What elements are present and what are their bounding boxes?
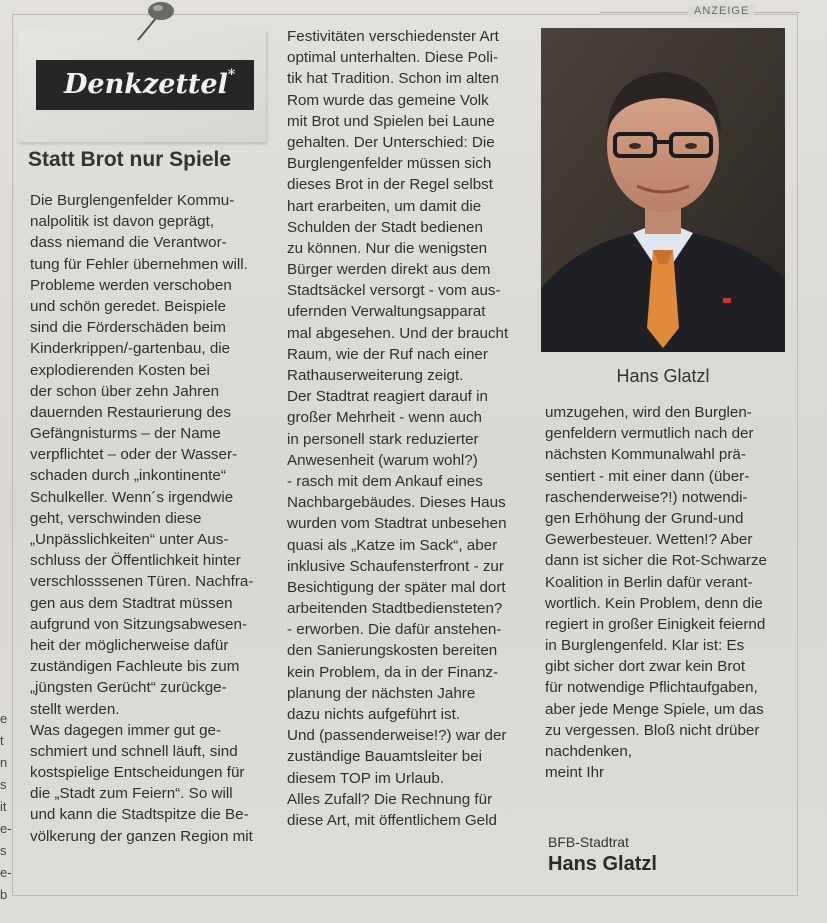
article-column-2 xyxy=(287,26,508,831)
article-text-line: nachdenken, xyxy=(545,743,632,760)
fragment-letter: e- xyxy=(0,865,12,880)
article-text-line: zuständige Bauamtsleiter bei xyxy=(287,748,483,766)
article-text-line: quasi als „Katze im Sack“, aber xyxy=(287,536,498,554)
fragment-letter: s xyxy=(0,777,7,792)
article-text-line: regiert in großer Einigkeit feiernd xyxy=(545,615,766,633)
author-role: BFB-Stadtrat xyxy=(548,834,629,850)
portrait-caption: Hans Glatzl xyxy=(616,366,710,386)
article-text-line: dazu nichts aufgeführt ist. xyxy=(287,706,461,723)
article-text-line: kostspielige Entscheidungen für xyxy=(30,764,245,782)
fragment-letter: t xyxy=(0,733,4,748)
article-text-line: verschlosssenen Türen. Nachfra- xyxy=(30,573,254,591)
article-text-line: zu können. Nur die wenigsten xyxy=(287,239,488,257)
article-text-line: Und (passenderweise!?) war der xyxy=(287,727,507,745)
article-text-line: nächsten Kommunalwahl prä- xyxy=(545,446,746,464)
portrait-illustration xyxy=(541,28,785,352)
article-text-line: gehalten. Der Unterschied: Die xyxy=(287,133,495,151)
article-text-line: in Burglengenfeld. Klar ist: Es xyxy=(545,637,745,655)
article-text-line: „jüngsten Gerücht“ zurückge- xyxy=(30,679,227,697)
article-text-line: Bürger werden direkt aus dem xyxy=(287,261,491,279)
article-text-line: in personell stark reduzierter xyxy=(287,430,479,448)
article-text-line: kein Problem, da in der Finanz- xyxy=(287,663,499,681)
fragment-letter: e xyxy=(0,711,8,726)
article-text-line: raschenderweise?!) notwendi- xyxy=(545,488,748,506)
article-text-line: gen Erhöhung der Grund-und xyxy=(545,509,744,527)
article-text-line: wortlich. Kein Problem, denn die xyxy=(545,594,763,612)
article-text-line: nalpolitik ist davon geprägt, xyxy=(30,213,215,231)
article-text-line: umzugehen, wird den Burglen- xyxy=(545,404,752,421)
fragment-letter: e- xyxy=(0,821,12,836)
article-text-line: tung für Fehler übernehmen will. xyxy=(30,255,248,273)
article-text-line: großer Mehrheit - wenn auch xyxy=(287,409,482,427)
article-text-line: Festivitäten verschiedenster Art xyxy=(287,28,499,45)
article-text-line: den Sanierungskosten bereiten xyxy=(287,642,498,660)
article-text-line: mit Brot und Spielen bei Laune xyxy=(287,112,495,130)
article-text-line: Der Stadtrat reagiert darauf in xyxy=(287,388,488,406)
article-text-line: ufernden Verwaltungsapparat xyxy=(287,303,486,321)
article-text-line: verpflichtet – oder der Wasser- xyxy=(30,446,238,464)
article-text-line: sentiert - mit einer dann (über- xyxy=(545,467,750,485)
article-text-line: - rasch mit dem Ankauf eines xyxy=(287,472,483,490)
article-text-line: schmiert und schnell läuft, sind xyxy=(30,742,238,760)
article-text-line: für notwendige Pflichtaufgaben, xyxy=(545,679,758,697)
article-text-line: und schön geredet. Beispiele xyxy=(30,297,226,315)
article-text-line: zuständigen Fachleute bis zum xyxy=(30,658,240,676)
fragment-letter: it xyxy=(0,799,7,814)
article-text-line: Rom wurde das gemeine Volk xyxy=(287,91,489,109)
article-text-line: Schulkeller. Wenn´s irgendwie xyxy=(30,488,234,506)
article-text-line: Gefängnisturms – der Name xyxy=(30,425,221,443)
column-badge-mark: * xyxy=(227,67,236,83)
author-name: Hans Glatzl xyxy=(548,853,657,875)
fragment-letter: b xyxy=(0,887,8,902)
article-text-line: dass niemand die Verantwor- xyxy=(30,234,227,252)
article-text-line: Was dagegen immer gut ge- xyxy=(30,721,222,739)
article-text-line: Rathauserweiterung zeigt. xyxy=(287,367,464,384)
article-text-line: arbeitenden Stadtbediensteten? xyxy=(287,600,503,618)
article-text-line: gen aus dem Stadtrat müssen xyxy=(30,594,233,612)
article-text-line: „Unpässlichkeiten“ unter Aus- xyxy=(30,531,229,548)
article-text-line: dann ist sicher die Rot-Schwarze xyxy=(545,552,768,570)
article-text-line: schaden durch „inkontinente“ xyxy=(30,467,226,485)
article-text-line: inklusive Schaufensterfront - zur xyxy=(287,557,504,575)
article-text-line: diesem TOP im Urlaub. xyxy=(287,769,444,787)
article-text-line: Raum, wie der Ruf nach einer xyxy=(287,345,488,363)
article-text-line: genfeldern vermutlich nach der xyxy=(545,425,754,443)
article-text-line: Anwesenheit (warum wohl?) xyxy=(287,451,478,469)
article-text-line: dauernden Restaurierung des xyxy=(30,403,231,421)
article-text-line: explodierenden Kosten bei xyxy=(30,361,210,379)
article-text-line: schluss der Öffentlichkeit hinter xyxy=(30,552,241,570)
article-text-line: stellt werden. xyxy=(30,700,120,718)
article-text-line: Alles Zufall? Die Rechnung für xyxy=(287,790,493,808)
article-text-line: heit der möglicherweise dafür xyxy=(30,636,229,654)
neighbor-article-fragment xyxy=(0,708,12,906)
article-text-line: planung der nächsten Jahre xyxy=(287,684,476,702)
article-text-line: die „Stadt zum Feiern“. So will xyxy=(30,785,233,803)
article-text-line: meint Ihr xyxy=(545,764,605,782)
column-badge-title: Denkzettel xyxy=(64,69,228,100)
article-text-line: Burglengenfelder müssen sich xyxy=(287,155,492,173)
article-column-3 xyxy=(545,402,767,783)
article-text-line: mal abgesehen. Und der braucht xyxy=(287,324,509,342)
article-text-line: aufgrund von Sitzungsabwesen- xyxy=(30,615,247,633)
article-text-line: Die Burglengenfelder Kommu- xyxy=(30,192,235,209)
thumbtack-icon xyxy=(128,0,178,42)
fragment-letter: n xyxy=(0,755,8,770)
ad-label: ANZEIGE xyxy=(688,5,755,17)
article-text-line: Stadtsäckel versorgt - vom aus- xyxy=(287,282,501,300)
article-text-line: sind die Förderschäden beim xyxy=(30,319,226,337)
article-text-line: der schon über zehn Jahren xyxy=(30,382,220,400)
article-text-line: Schulden der Stadt bedienen xyxy=(287,218,483,236)
article-text-line: Besichtigung der später mal dort xyxy=(287,578,506,596)
article-text-line: optimal unterhalten. Diese Poli- xyxy=(287,49,499,67)
article-text-line: Kinderkrippen/-gartenbau, die xyxy=(30,340,231,358)
article-text-line: zu vergessen. Bloß nicht drüber xyxy=(545,721,760,739)
article-text-line: wurden vom Stadtrat unbesehen xyxy=(287,515,507,533)
article-text-line: Probleme werden verschoben xyxy=(30,276,232,294)
article-text-line: hart erarbeiten, um damit die xyxy=(287,197,482,215)
article-headline: Statt Brot nur Spiele xyxy=(28,148,232,171)
article-text-line: geht, verschwinden diese xyxy=(30,509,202,527)
article-text-line: Nachbargebäudes. Dieses Haus xyxy=(287,494,506,512)
article-text-line: völkerung der ganzen Region mit xyxy=(30,827,253,845)
article-text-line: - erworben. Die dafür anstehen- xyxy=(287,621,502,639)
article-text-line: und kann die Stadtspitze die Be- xyxy=(30,806,249,824)
article-column-1 xyxy=(30,190,253,847)
author-portrait xyxy=(541,28,785,352)
article-text-line: diese Art, mit öffentlichem Geld xyxy=(287,811,497,829)
article-text-line: gibt sicher dort zwar kein Brot xyxy=(545,658,746,676)
article-text-line: Gewerbesteuer. Wetten!? Aber xyxy=(545,531,753,549)
column-badge xyxy=(36,60,254,110)
fragment-letter: s xyxy=(0,843,7,858)
article-text-line: aber jede Menge Spiele, um das xyxy=(545,700,764,718)
article-text-line: Koalition in Berlin dafür verant- xyxy=(545,573,753,591)
article-text-line: tik hat Tradition. Schon im alten xyxy=(287,70,499,88)
article-text-line: dieses Brot in der Regel selbst xyxy=(287,176,493,194)
